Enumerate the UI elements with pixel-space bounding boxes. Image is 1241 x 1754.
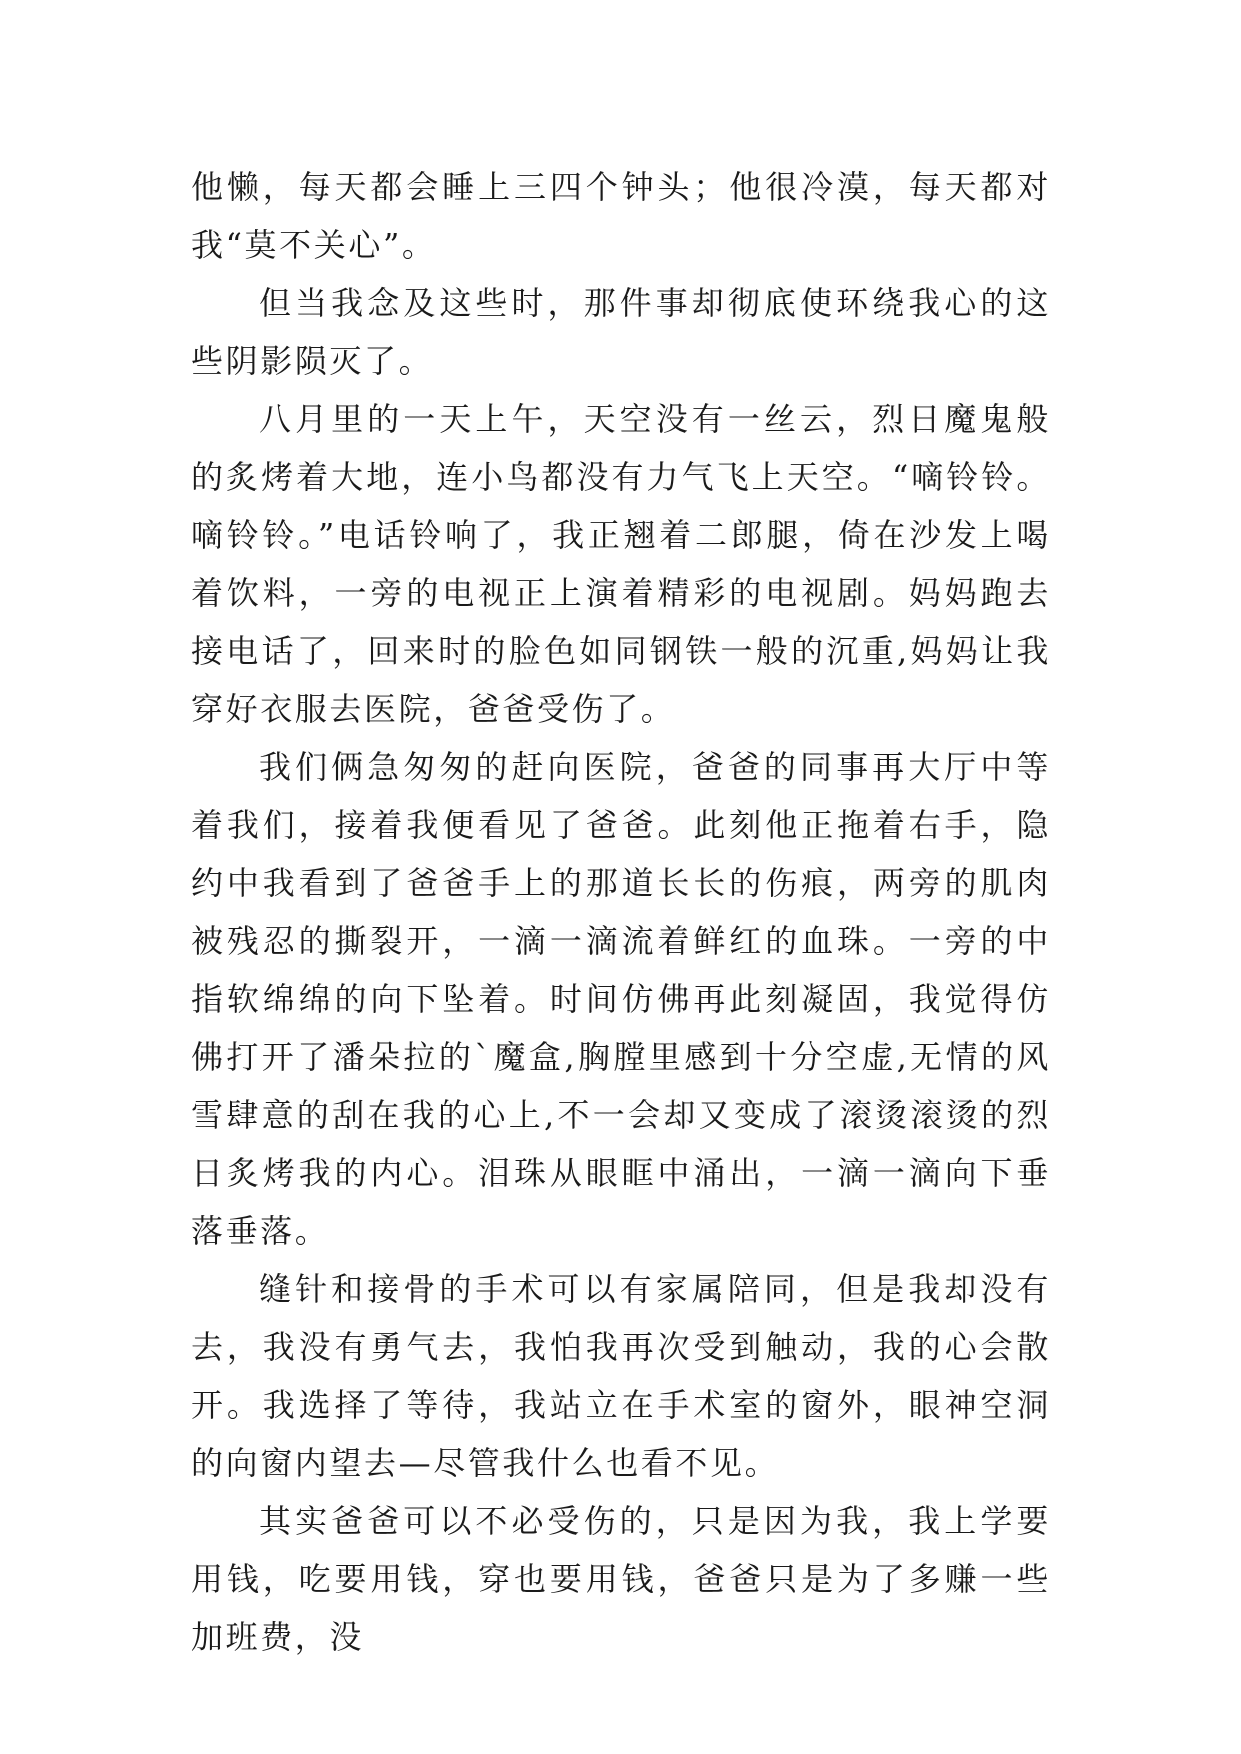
paragraph-4: 我们俩急匆匆的赶向医院，爸爸的同事再大厅中等着我们，接着我便看见了爸爸。此刻他正拖着右手，隐约中我看到了爸爸手上的那道长长的伤痕，两旁的肌肉被残忍的撕裂开，一滴一滴流着鲜红的血珠。一旁的中指软绵绵的向下坠着。时间仿佛再此刻凝固，我觉得仿佛打开了潘朵拉的`魔盒,胸膛里感到十分空虚,无情的风雪肆意的刮在我的心上,不一会却又变成了滚烫滚烫的烈日炙烤我的内心。泪珠从眼眶中涌出，一滴一滴向下垂落垂落。 [191, 748, 1051, 1250]
paragraph-3: 八月里的一天上午，天空没有一丝云，烈日魔鬼般的炙烤着大地，连小鸟都没有力气飞上天空。“嘀铃铃。嘀铃铃。”电话铃响了，我正翘着二郎腿，倚在沙发上喝着饮料，一旁的电视正上演着精彩的电视剧。妈妈跑去接电话了，回来时的脸色如同钢铁一般的沉重,妈妈让我穿好衣服去医院，爸爸受伤了。 [191, 400, 1051, 728]
paragraph-5: 缝针和接骨的手术可以有家属陪同，但是我却没有去，我没有勇气去，我怕我再次受到触动，我的心会散开。我选择了等待，我站立在手术室的窗外，眼神空洞的向窗内望去—尽管我什么也看不见。 [191, 1270, 1051, 1482]
paragraph-1: 他懒，每天都会睡上三四个钟头；他很冷漠，每天都对我“莫不关心”。 [191, 168, 1051, 264]
paragraph-6: 其实爸爸可以不必受伤的，只是因为我，我上学要用钱，吃要用钱，穿也要用钱，爸爸只是为了多赚一些加班费，没 [191, 1502, 1051, 1656]
paragraph-2: 但当我念及这些时，那件事却彻底使环绕我心的这些阴影陨灭了。 [191, 284, 1051, 380]
document-body [191, 158, 1051, 1666]
